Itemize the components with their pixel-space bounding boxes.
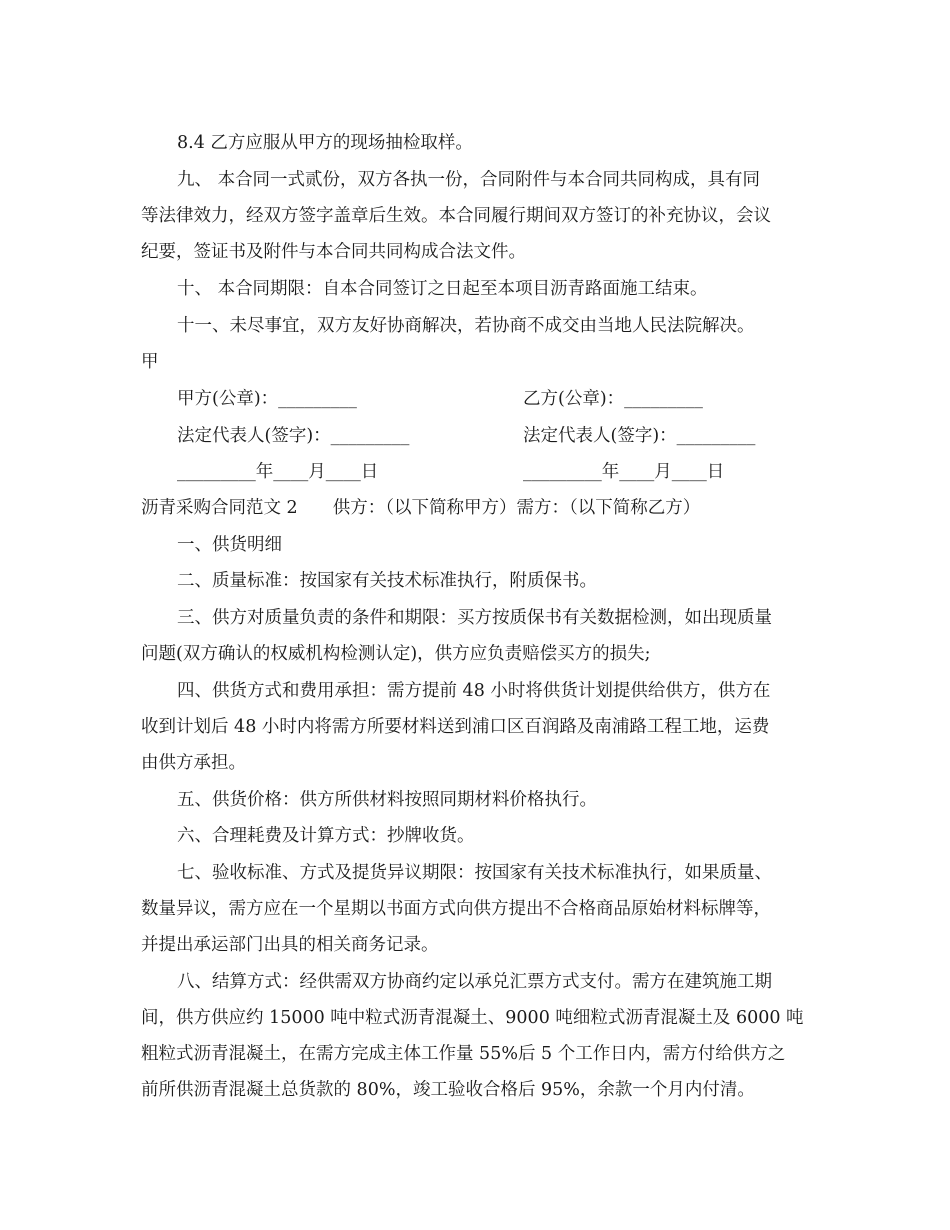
supply-item-4-line-1: 四、供货方式和费用承担：需方提前 48 小时将供货计划提供给供方，供方在 <box>177 681 771 701</box>
supply-item-7-line-3: 并提出承运部门出具的相关商务记录。 <box>141 935 439 955</box>
supply-item-1: 一、供货明细 <box>177 535 282 555</box>
supply-item-4-line-3: 由供方承担。 <box>141 753 246 773</box>
supply-item-5: 五、供货价格：供方所供材料按照同期材料价格执行。 <box>177 790 597 810</box>
supply-item-3-line-1: 三、供方对质量负责的条件和期限：买方按质保书有关数据检测，如出现质量 <box>177 608 772 628</box>
party-a-seal: 甲方(公章)：_________ <box>177 389 357 409</box>
supply-item-2: 二、质量标准：按国家有关技术标准执行，附质保书。 <box>177 571 597 591</box>
supply-item-6: 六、合理耗费及计算方式：抄牌收货。 <box>177 826 475 846</box>
clause-10: 十、 本合同期限：自本合同签订之日起至本项目沥青路面施工结束。 <box>177 279 708 299</box>
supply-item-7-line-1: 七、验收标准、方式及提货异议期限：按国家有关技术标准执行，如果质量、 <box>177 863 772 883</box>
supply-item-8-line-2: 间，供方供应约 15000 吨中粒式沥青混凝土、9000 吨细粒式沥青混凝土及 6000 吨 <box>141 1008 804 1028</box>
clause-8-4: 8.4 乙方应服从甲方的现场抽检取样。 <box>177 133 473 153</box>
party-b-representative: 法定代表人(签字)：_________ <box>523 426 756 446</box>
party-a-date: _________年____月____日 <box>177 462 379 482</box>
clause-11: 十一、未尽事宜，双方友好协商解决，若协商不成交由当地人民法院解决。 <box>177 316 755 336</box>
supply-item-8-line-4: 前所供沥青混凝土总货款的 80%，竣工验收合格后 95%，余款一个月内付清。 <box>141 1080 755 1100</box>
supply-item-3-line-2: 问题(双方确认的权威机构检测认定)，供方应负责赔偿买方的损失; <box>141 644 651 664</box>
stray-char: 甲 <box>141 352 159 372</box>
clause-9-line-3: 纪要，签证书及附件与本合同共同构成合法文件。 <box>141 242 526 262</box>
party-a-representative: 法定代表人(签字)：_________ <box>177 426 410 446</box>
supply-item-4-line-2: 收到计划后 48 小时内将需方所要材料送到浦口区百润路及南浦路工程工地，运费 <box>141 717 770 737</box>
clause-9-line-2: 等法律效力，经双方签字盖章后生效。本合同履行期间双方签订的补充协议，会议 <box>141 206 771 226</box>
clause-9-line-1: 九、 本合同一式贰份，双方各执一份，合同附件与本合同共同构成，具有同 <box>177 170 761 190</box>
sample-2-heading: 沥青采购合同范文 2 供方：（以下简称甲方）需方：（以下简称乙方） <box>141 498 701 518</box>
party-b-date: _________年____月____日 <box>523 462 725 482</box>
supply-item-8-line-1: 八、结算方式：经供需双方协商约定以承兑汇票方式支付。需方在建筑施工期 <box>177 972 772 992</box>
party-b-seal: 乙方(公章)：_________ <box>523 389 703 409</box>
supply-item-7-line-2: 数量异议，需方应在一个星期以书面方式向供方提出不合格商品原始材料标牌等， <box>141 899 771 919</box>
supply-item-8-line-3: 粗粒式沥青混凝土，在需方完成主体工作量 55%后 5 个工作日内，需方付给供方之 <box>141 1044 786 1064</box>
